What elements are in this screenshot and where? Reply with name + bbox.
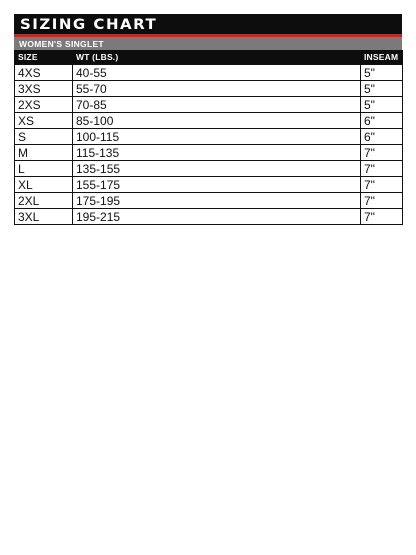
subtitle-bar <box>14 37 402 50</box>
title-bar <box>14 14 402 37</box>
size-cell: 3XL <box>15 209 73 225</box>
inseam-cell: 5" <box>361 81 403 97</box>
weight-cell: 70-85 <box>73 97 361 113</box>
table-row <box>15 129 403 145</box>
table-row <box>15 97 403 113</box>
inseam-cell: 7" <box>361 145 403 161</box>
size-cell: XS <box>15 113 73 129</box>
inseam-cell: 7" <box>361 209 403 225</box>
sizing-chart <box>14 14 402 225</box>
table-row <box>15 193 403 209</box>
inseam-cell: 7" <box>361 161 403 177</box>
chart-subtitle: WOMEN'S SINGLET <box>19 38 104 49</box>
weight-cell: 100-115 <box>73 129 361 145</box>
table-row <box>15 161 403 177</box>
header-weight: WT (LBS.) <box>73 50 361 65</box>
table-row <box>15 81 403 97</box>
size-table <box>14 50 403 225</box>
weight-cell: 155-175 <box>73 177 361 193</box>
weight-cell: 55-70 <box>73 81 361 97</box>
size-cell: S <box>15 129 73 145</box>
inseam-cell: 6" <box>361 113 403 129</box>
table-row <box>15 209 403 225</box>
inseam-cell: 7" <box>361 177 403 193</box>
size-cell: M <box>15 145 73 161</box>
header-size: SIZE <box>15 50 73 65</box>
weight-cell: 135-155 <box>73 161 361 177</box>
header-inseam: INSEAM <box>361 50 403 65</box>
inseam-cell: 5" <box>361 97 403 113</box>
table-row <box>15 145 403 161</box>
table-header <box>15 50 403 65</box>
chart-title: SIZING CHART <box>20 14 158 33</box>
header-row <box>15 50 403 65</box>
weight-cell: 40-55 <box>73 65 361 81</box>
weight-cell: 115-135 <box>73 145 361 161</box>
size-cell: L <box>15 161 73 177</box>
inseam-cell: 5" <box>361 65 403 81</box>
table-row <box>15 113 403 129</box>
inseam-cell: 6" <box>361 129 403 145</box>
weight-cell: 85-100 <box>73 113 361 129</box>
size-cell: 2XS <box>15 97 73 113</box>
size-cell: 2XL <box>15 193 73 209</box>
table-row <box>15 177 403 193</box>
size-cell: XL <box>15 177 73 193</box>
size-cell: 4XS <box>15 65 73 81</box>
weight-cell: 195-215 <box>73 209 361 225</box>
table-row <box>15 65 403 81</box>
size-cell: 3XS <box>15 81 73 97</box>
table-body <box>15 65 403 225</box>
inseam-cell: 7" <box>361 193 403 209</box>
weight-cell: 175-195 <box>73 193 361 209</box>
